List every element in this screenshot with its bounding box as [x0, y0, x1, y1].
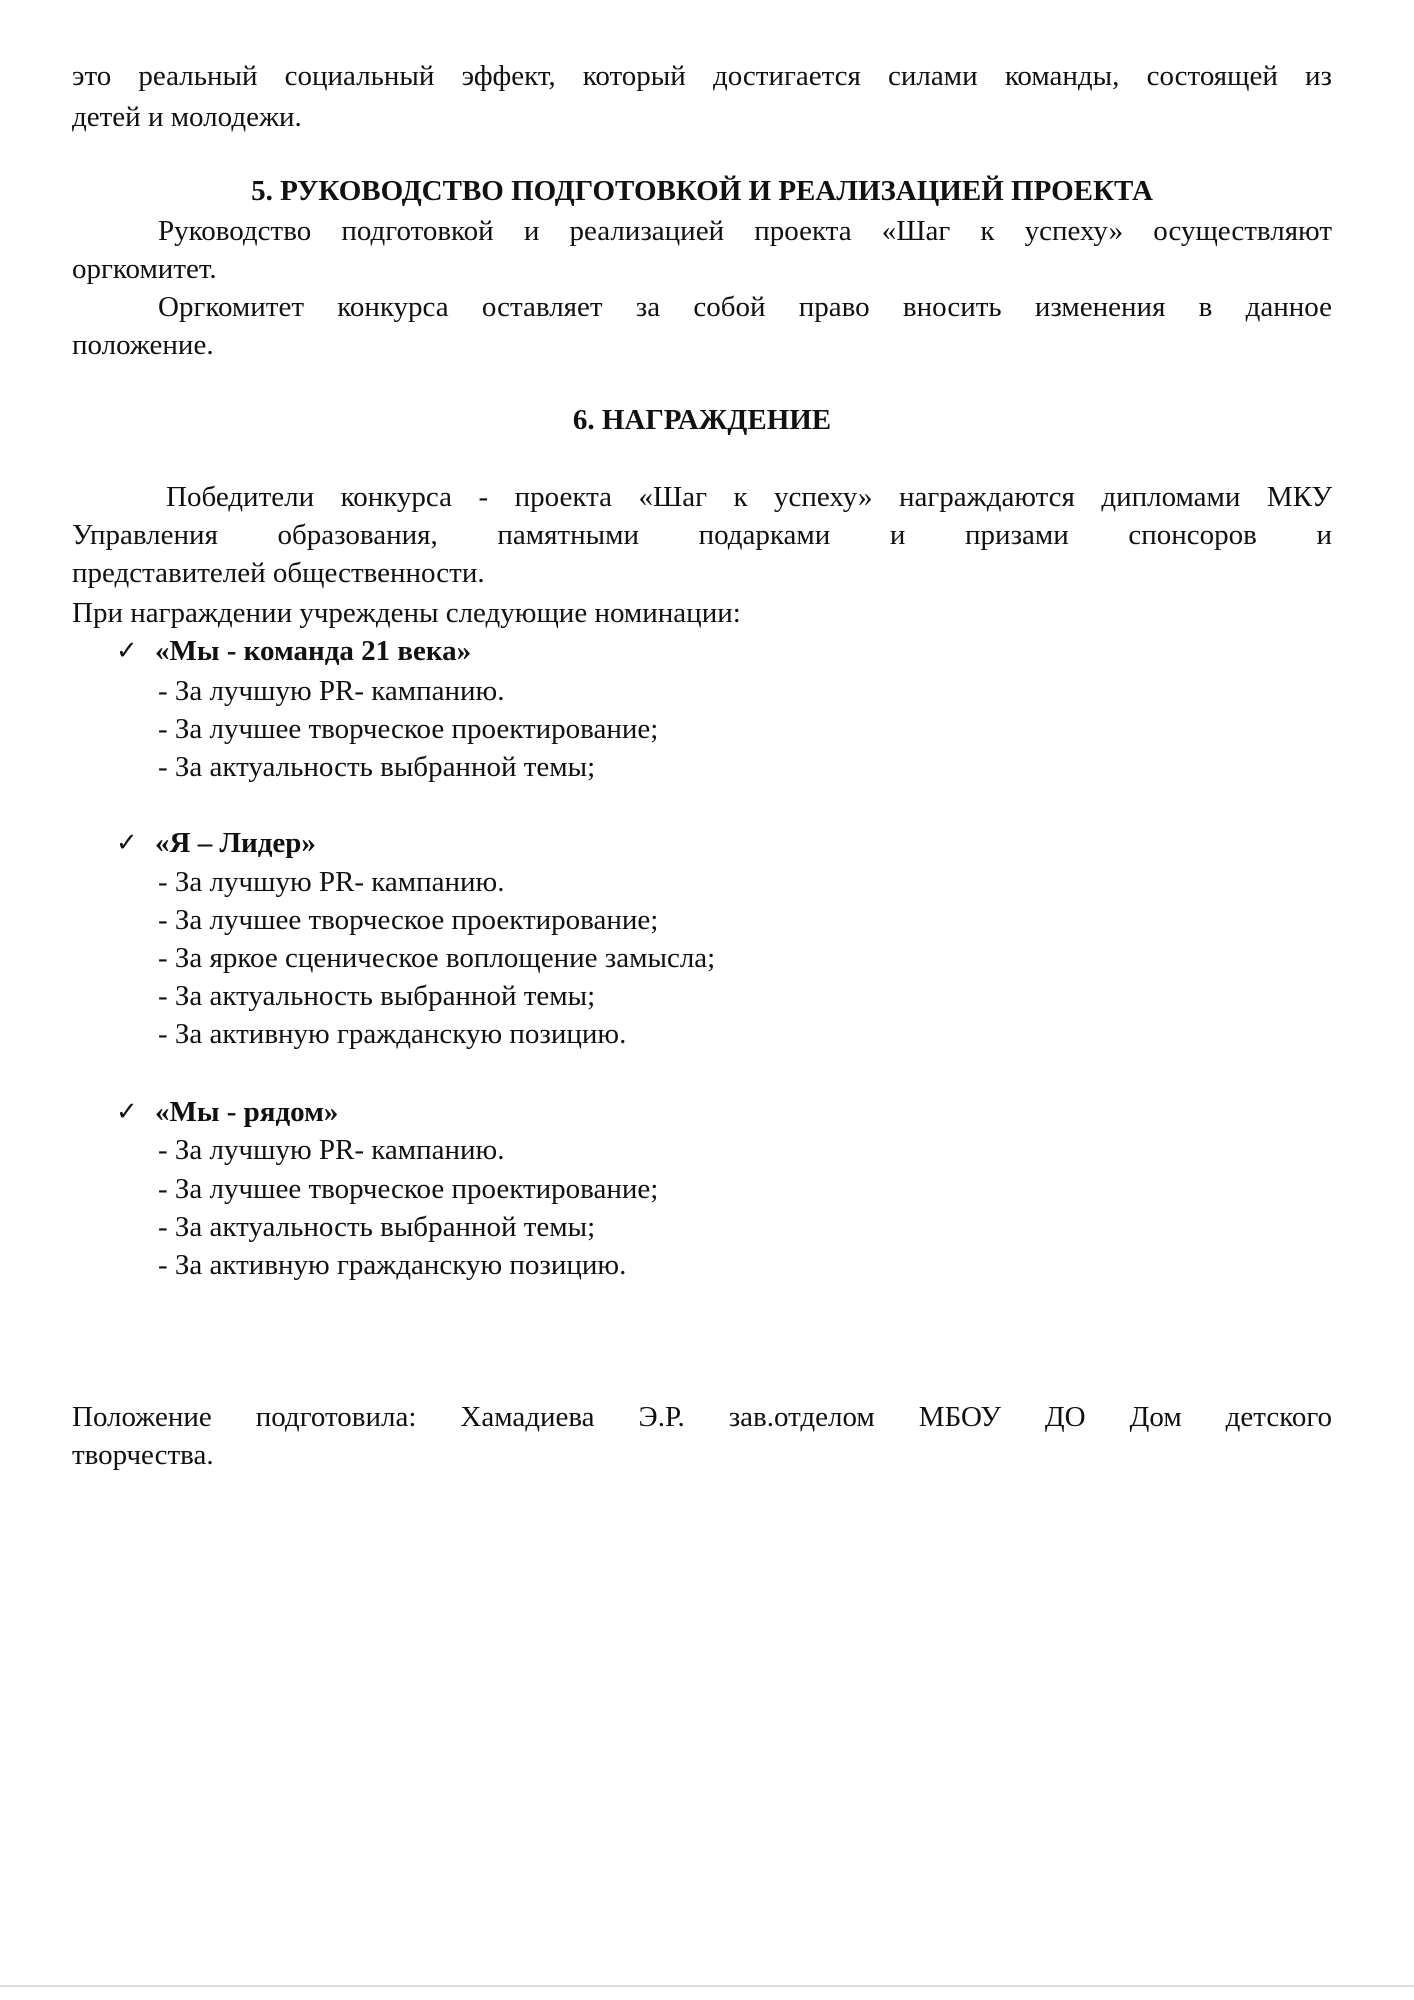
prepared-by: творчества.	[72, 1439, 214, 1471]
section-6-paragraph: Управления образования, памятными подарками и призами спонсоров и	[72, 519, 1332, 551]
prepared-by: Положение подготовила: Хамадиева Э.Р. зав.отделом МБОУ ДО Дом детского	[72, 1401, 1332, 1433]
section-5-paragraph: оргкомитет.	[72, 253, 217, 285]
check-icon: ✓	[116, 636, 138, 665]
section-6-paragraph: Победители конкурса - проекта «Шаг к успеху» награждаются дипломами МКУ	[166, 481, 1332, 513]
nomination-title: «Я – Лидер»	[155, 827, 316, 859]
nomination-item: - За актуальность выбранной темы;	[158, 980, 596, 1012]
nomination-item: - За лучшее творческое проектирование;	[158, 1173, 659, 1205]
section-5-paragraph: Оргкомитет конкурса оставляет за собой право вносить изменения в данное	[158, 291, 1332, 323]
scan-edge-divider	[0, 1985, 1414, 1987]
section-5-paragraph: положение.	[72, 329, 214, 361]
section-6-paragraph: представителей общественности.	[72, 557, 485, 589]
nomination-item: - За активную гражданскую позицию.	[158, 1249, 627, 1281]
section-6-heading: 6. НАГРАЖДЕНИЕ	[572, 404, 832, 436]
check-icon: ✓	[116, 1097, 138, 1126]
nominations-intro: При награждении учреждены следующие номинации:	[72, 597, 741, 629]
nomination-item: - За лучшее творческое проектирование;	[158, 904, 659, 936]
nomination-item: - За лучшую PR- кампанию.	[158, 1134, 505, 1166]
check-icon: ✓	[116, 828, 138, 857]
nomination-item: - За яркое сценическое воплощение замысла;	[158, 942, 716, 974]
nomination-item: - За актуальность выбранной темы;	[158, 751, 596, 783]
nomination-item: - За активную гражданскую позицию.	[158, 1018, 627, 1050]
intro-line: детей и молодежи.	[72, 101, 302, 133]
nomination-title: «Мы - рядом»	[155, 1096, 339, 1128]
nomination-item: - За актуальность выбранной темы;	[158, 1211, 596, 1243]
nomination-item: - За лучшую PR- кампанию.	[158, 866, 505, 898]
nomination-item: - За лучшее творческое проектирование;	[158, 713, 659, 745]
section-5-paragraph: Руководство подготовкой и реализацией проекта «Шаг к успеху» осуществляют	[158, 215, 1332, 247]
nomination-item: - За лучшую PR- кампанию.	[158, 675, 505, 707]
nomination-title: «Мы - команда 21 века»	[155, 635, 472, 667]
intro-line: это реальный социальный эффект, который достигается силами команды, состоящей из	[72, 60, 1332, 92]
section-5-heading: 5. РУКОВОДСТВО ПОДГОТОВКОЙ И РЕАЛИЗАЦИЕЙ ПРОЕКТА	[251, 175, 1153, 207]
